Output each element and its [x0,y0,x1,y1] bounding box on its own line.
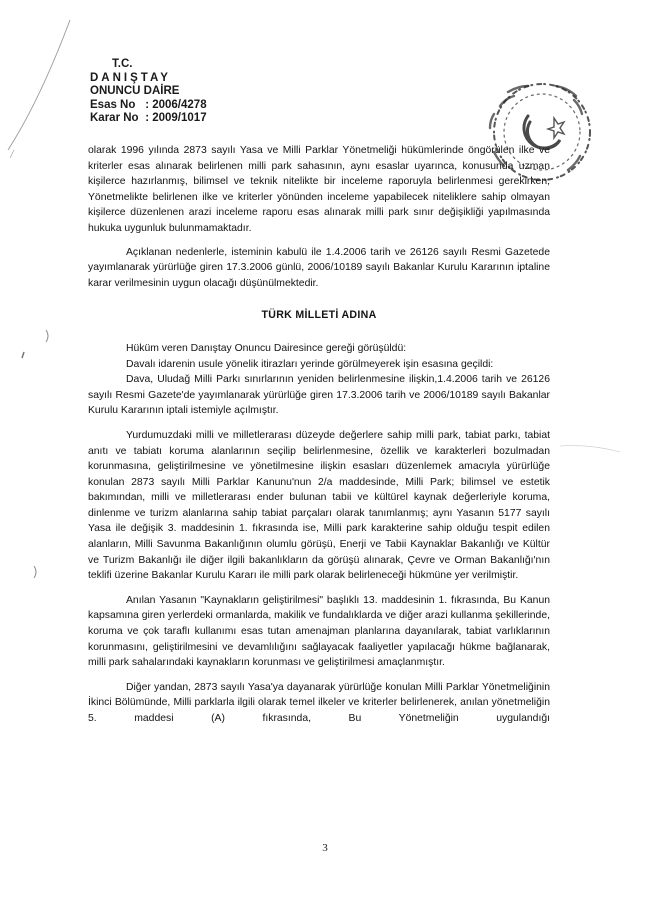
paragraph-yonetmelik: Diğer yandan, 2873 sayılı Yasa'ya dayanarak yürürlüğe konulan Milli Parklar Yönetmeliğinin İkinci Bölümünde, Milli parklarla ilgili olarak temel ilkeler ve kriterler belirlenerek, anılan yönetmeliğin 5. maddesi (A) fıkrasında, Bu Yönetmeliğin uygulandığı [88,681,550,724]
paragraph-dava: Dava, Uludağ Milli Parkı sınırlarının yeniden belirlenmesine ilişkin,1.4.2006 tarih ve 26126 sayılı Resmi Gazete'de yayımlanarak yürürlüğe giren 17.3.2006 tarih ve 2006/10189 sayılı Bakanlar Kurulu Kararının iptali istemiyle açılmıştır. [88,374,550,417]
paragraph-milli-park-tanim: Yurdumuzdaki milli ve milletlerarası düzeyde değerlere sahip milli park, tabiat parkı, tabiat anıtı ve tabiatı koruma alanlarının seçilip belirlenmesine, özellik ve karakterleri bozulmadan korunmasına, geliştirilmesine ve yönetilmesine ilişkin esasları düzenlemek amacıyla yürürlüğe konulan 2873 sayılı Milli Parklar Kanunu'nun 2/a maddesinde, Milli Park; bilimsel ve estetik bakımından, milli ve milletlerarası ender bulunan tabii ve kültürel kaynak değerleriyle koruma, dinlenme ve turizm alanlarına sahip tabiat parçaları olarak tanımlanmış; aynı Yasanın 5177 sayılı Yasa ile değişik 3. maddesinin 1. fıkrasında ise, Milli park karakterine sahip olduğu tespit edilen alanların, Milli Savunma Bakanlığının olumlu görüşü, Enerji ve Tabii Kaynaklar Bakanlığı ve Kültür ve Turizm Bakanlığı ile diğer ilgili bakanlıkların da görüşü alınarak, Çevre ve Orman Bakanlığı'nın teklifi üzerine Bakanlar Kurulu Kararı ile milli park olarak belirleneceği hükmüne yer verilmiştir. [88,429,550,582]
header-karar [90,112,207,126]
header-tc: T.C. [112,58,133,70]
paragraph-kaynaklar: Anılan Yasanın "Kaynakların geliştirilmesi" başlıklı 13. maddesinin 1. fıkrasında, Bu Kanun kapsamına giren yerlerdeki ormanlarda, makilik ve fundalıklarda ve diğer arazi kullanma şekillerinde, koruma ve çok taraflı kullanımı esas tutan amenajman planlarına dayanılarak, tabiat varlıklarının korunmasını, geliştirilmesini ve devamlılığını sağlayacak faaliyetler yapılacağı hükme bağlanarak, milli park sahalarındaki kaynakların korunması ve geliştirilmesi amaçlanmıştır. [88,594,550,669]
karar-label: Karar No [90,112,139,124]
header-court: DANIŞTAY [90,71,171,84]
header-chamber: ONUNCU DAİRE [90,85,180,97]
document-header [90,58,207,126]
esas-value: : 2006/4278 [145,98,207,111]
document-body [88,143,550,727]
header-esas [90,99,207,113]
paragraph-hukum: Hüküm veren Danıştay Onuncu Dairesince gereği görüşüldü: [126,342,407,354]
paragraph-continuation: olarak 1996 yılında 2873 sayılı Yasa ve Milli Parklar Yönetmeliği hükümlerinde öngörülen ilke ve kriterler esas alınarak belirlenen milli park sahasının, aynı esaslar uyarınca, konusunda uzman kişilerce hazırlanmış, bilimsel ve teknik nitelikte bir inceleme raporuyla belirlenmesi gerekirken; Yönetmelikte belirlenen ilke ve kriterler yönünden inceleme yapabilecek niteliklere sahip olmayan kişilerce düzenlenen arazi inceleme raporu esas alınarak milli park sınır değişikliği yapılmasında hukuka uygunluk bulunmamaktadır. [88,145,550,234]
esas-label: Esas No [90,98,136,111]
section-heading: TÜRK MİLLETİ ADINA [261,309,377,322]
paragraph-itiraz: Davalı idarenin usule yönelik itirazları yerinde görülmeyerek işin esasına geçildi: [126,358,494,370]
official-seal-icon [470,66,610,196]
paragraph-conclusion: Açıklanan nedenlerle, isteminin kabulü ile 1.4.2006 tarih ve 26126 sayılı Resmi Gazetede yayımlanarak yürürlüğe giren 17.3.2006 günlü, 2006/10189 sayılı Bakanlar Kurulu Kararının iptaline karar verilmesinin uygun olacağı düşünülmektedir. [88,246,550,289]
karar-value: : 2009/1017 [145,112,207,124]
page-number: 3 [322,842,328,854]
